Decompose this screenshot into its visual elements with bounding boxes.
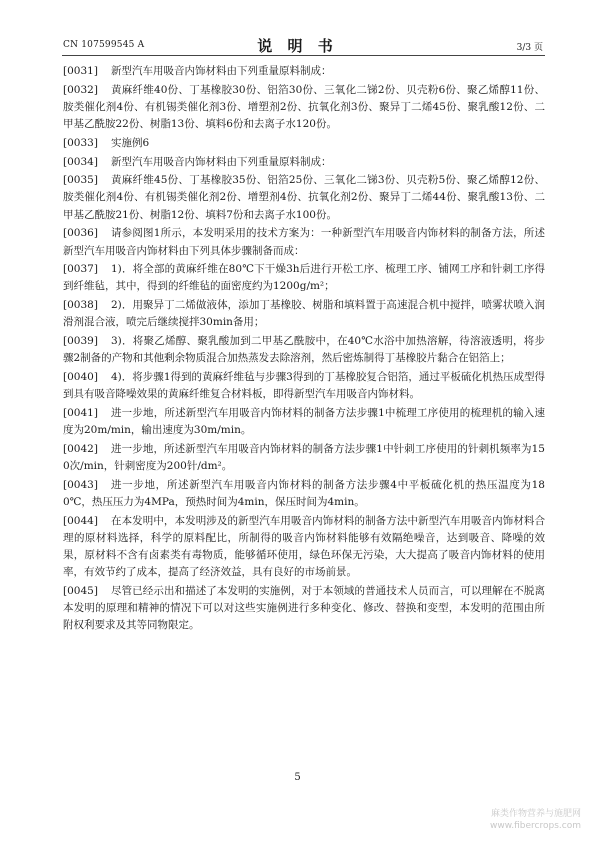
paragraph-text: 黄麻纤维45份、丁基橡胶35份、铝箔25份、三氧化二锑3份、贝壳粉5份、聚乙烯醇12份、胺类催化剂4份、有机锡类催化剂2份、增塑剂4份、抗氧化剂2份、聚异丁二烯44份、聚乳酸13份、二甲基乙酰胺21份、树脂12份、填料7份和去离子水100份。 xyxy=(63,174,545,221)
paragraph-number: [0042] xyxy=(63,442,98,455)
paragraph-text: 实施例6 xyxy=(111,136,150,149)
paragraph-text: 黄麻纤维40份、丁基橡胶30份、铝箔30份、三氧化二锑2份、贝壳粉6份、聚乙烯醇11份、胺类催化剂4份、有机锡类催化剂3份、增塑剂2份、抗氧化剂3份、聚异丁二烯45份、聚乳酸12份、二甲基乙酰胺22份、树脂13份、填料6份和去离子水120份。 xyxy=(63,83,545,131)
paragraph-number: [0036] xyxy=(63,227,98,240)
paragraph-number: [0032] xyxy=(63,83,98,96)
paragraph xyxy=(63,63,545,80)
document-title: 说 明 书 xyxy=(257,37,338,55)
paragraph-number: [0035] xyxy=(63,174,98,187)
paragraph-number: [0031] xyxy=(63,65,98,77)
paragraph-number: [0037] xyxy=(63,263,98,276)
watermark-url: www.fibercrops.com xyxy=(490,821,581,831)
paragraph-number: [0039] xyxy=(63,335,98,348)
paragraph-number: [0038] xyxy=(63,299,98,312)
paragraph-number: [0034] xyxy=(63,155,98,168)
patent-number: CN 107599545 A xyxy=(63,40,145,50)
paragraph-text: 在本发明中，本发明涉及的新型汽车用吸音内饰材料的制备方法中新型汽车用吸音内饰材料合理的原材料选择，科学的原料配比，所制得的吸音内饰材料能够有效隔绝噪音，达到吸音、降噪的效果，原材料不含有卤素类有毒物质，能够循环使用，绿色环保无污染，大大提高了吸音内饰材料的使用率，有效节约了成本，提高了经济效益，具有良好的市场前景。 xyxy=(63,514,545,579)
paragraph-text: 2)．用聚异丁二烯做液体，添加丁基橡胶、树脂和填料置于高速混合机中搅拌，喷雾状喷入润滑剂混合液，喷完后继续搅拌30min备用； xyxy=(63,299,545,329)
watermark xyxy=(490,808,581,832)
paragraph-text: 尽管已经示出和描述了本发明的实施例，对于本领域的普通技术人员而言，可以理解在不脱离本发明的原理和精神的情况下可以对这些实施例进行多种变化、修改、替换和变型，本发明的范围由所附权利要求及其等同物限定。 xyxy=(63,584,545,632)
paragraph-number: [0045] xyxy=(63,584,98,597)
paragraph xyxy=(63,172,545,224)
paragraph-number: [0040] xyxy=(63,370,98,383)
page-number: 5 xyxy=(294,772,301,783)
paragraph-text: 4)．将步骤1得到的黄麻纤维毡与步骤3得到的丁基橡胶复合铝箔，通过平板硫化机热压成型得到具有吸音降噪效果的黄麻纤维复合材料板，即得新型汽车用吸音内饰材料。 xyxy=(63,370,545,401)
paragraph-text: 1)．将全部的黄麻纤维在80℃下干燥3h后进行开松工序、梳理工序、铺网工序和针刺工序得到纤维毡，其中，得到的纤维毡的面密度约为1200g/m²； xyxy=(63,263,545,293)
paragraph xyxy=(63,369,545,403)
watermark-site-name: 麻类作物营养与施肥网 xyxy=(490,809,581,819)
header-divider xyxy=(62,55,545,56)
paragraph xyxy=(63,477,545,511)
paragraph xyxy=(63,583,545,635)
paragraph xyxy=(63,82,545,134)
paragraph xyxy=(63,154,545,171)
paragraph-text: 新型汽车用吸音内饰材料由下列重量原料制成： xyxy=(111,155,332,168)
paragraph-text: 进一步地，所述新型汽车用吸音内饰材料的制备方法步骤1中针刺工序使用的针刺机频率为150次/min，针刺密度为200针/dm²。 xyxy=(63,442,545,472)
paragraph xyxy=(63,135,545,152)
page-indicator: 3/3 页 xyxy=(516,43,543,53)
paragraph xyxy=(63,333,545,367)
paragraph xyxy=(63,405,545,439)
paragraph-number: [0033] xyxy=(63,136,98,149)
paragraph xyxy=(63,513,545,582)
document-body xyxy=(63,63,545,636)
paragraph-number: [0041] xyxy=(63,406,98,419)
paragraph-text: 请参阅图1所示，本发明采用的技术方案为：一种新型汽车用吸音内饰材料的制备方法，所述新型汽车用吸音内饰材料由下列具体步骤制备而成： xyxy=(63,227,545,257)
paragraph-text: 进一步地，所述新型汽车用吸音内饰材料的制备方法步骤1中梳理工序使用的梳理机的输入速度为20m/min，输出速度为30m/min。 xyxy=(63,406,545,437)
paragraph-text: 进一步地，所述新型汽车用吸音内饰材料的制备方法步骤4中平板硫化机的热压温度为180℃，热压压力为4MPa，预热时间为4min，保压时间为4min。 xyxy=(63,478,545,508)
paragraph xyxy=(63,441,545,475)
paragraph xyxy=(63,225,545,259)
paragraph xyxy=(63,297,545,331)
paragraph-number: [0043] xyxy=(63,478,98,491)
paragraph xyxy=(63,261,545,295)
paragraph-text: 3)．将聚乙烯醇、聚乳酸加到二甲基乙酰胺中，在40℃水浴中加热溶解，待溶液透明，将步骤2制备的产物和其他剩余物质混合加热蒸发去除溶剂，然后密炼制得丁基橡胶片黏合在铝箔上； xyxy=(63,335,545,365)
paragraph-text: 新型汽车用吸音内饰材料由下列重量原料制成： xyxy=(111,65,332,77)
paragraph-number: [0044] xyxy=(63,514,98,527)
